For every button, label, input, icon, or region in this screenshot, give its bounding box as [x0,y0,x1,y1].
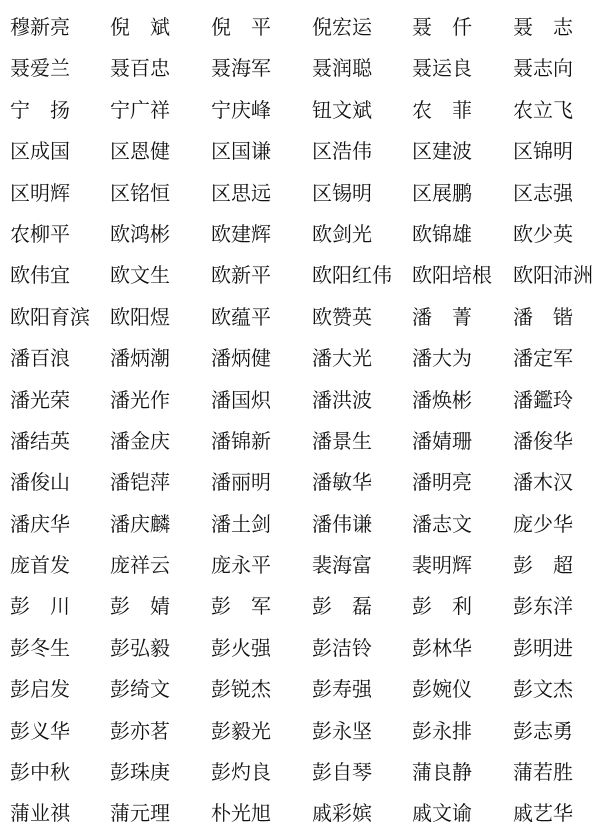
name-cell: 穆新亮 [10,15,70,39]
name-cell: 彭毅光 [211,718,271,743]
name-cell: 潘锦新 [211,428,271,453]
name-cell: 欧建辉 [211,221,271,246]
name-cell: 倪 斌 [110,15,170,39]
name-cell: 区恩健 [110,139,170,164]
name-cell: 蒲若胜 [513,760,573,785]
name-cell: 庞少华 [513,511,573,536]
name-cell: 彭火强 [211,635,271,660]
name-cell: 潘 菁 [412,304,472,329]
name-cell: 潘庆华 [10,511,70,536]
name-cell: 欧文生 [110,263,170,288]
name-cell: 朴光旭 [211,801,271,826]
name-cell: 区铭恒 [110,180,170,205]
name-cell: 彭启发 [10,677,70,702]
name-cell: 彭珠庚 [110,760,170,785]
name-cell: 宁庆峰 [211,97,271,122]
name-cell: 彭 利 [412,594,472,619]
name-cell: 潘木汉 [513,470,573,495]
name-cell: 潘定军 [513,346,573,371]
name-cell: 倪宏运 [312,15,372,39]
name-cell: 区国谦 [211,139,271,164]
name-cell: 彭东洋 [513,594,573,619]
name-cell: 彭冬生 [10,635,70,660]
name-cell: 欧新平 [211,263,271,288]
name-cell: 蒲元理 [110,801,170,826]
name-cell: 彭 军 [211,594,271,619]
name-cell: 聂润聪 [312,56,372,81]
name-cell: 潘炳潮 [110,346,170,371]
name-cell: 蒲业祺 [10,801,70,826]
name-cell: 聂 志 [513,15,573,39]
name-cell: 倪 平 [211,15,271,39]
name-cell: 区浩伟 [312,139,372,164]
name-cell: 潘丽明 [211,470,271,495]
name-cell: 彭永坚 [312,718,372,743]
name-cell: 欧阳育滨 [10,304,90,329]
name-cell: 聂百忠 [110,56,170,81]
name-cell: 欧阳红伟 [312,263,392,288]
name-cell: 潘光作 [110,387,170,412]
name-cell: 彭志勇 [513,718,573,743]
name-cell: 区成国 [10,139,70,164]
name-cell: 彭自琴 [312,760,372,785]
name-cell: 潘百浪 [10,346,70,371]
name-cell: 彭永排 [412,718,472,743]
name-cell: 庞首发 [10,553,70,578]
name-cell: 区展鹏 [412,180,472,205]
name-cell: 裴明辉 [412,553,472,578]
name-cell: 彭 超 [513,553,573,578]
name-cell: 彭寿强 [312,677,372,702]
name-cell: 潘大光 [312,346,372,371]
name-cell: 潘大为 [412,346,472,371]
name-cell: 彭亦茗 [110,718,170,743]
name-cell: 欧鸿彬 [110,221,170,246]
name-cell: 潘金庆 [110,428,170,453]
name-cell: 聂志向 [513,56,573,81]
name-cell: 欧阳培根 [412,263,492,288]
name-cell: 欧伟宜 [10,263,70,288]
name-cell: 彭 磊 [312,594,372,619]
name-cell: 潘国炽 [211,387,271,412]
name-cell: 区锡明 [312,180,372,205]
name-cell: 钮文斌 [312,97,372,122]
name-cell: 宁广祥 [110,97,170,122]
name-cell: 农立飞 [513,97,573,122]
name-cell: 潘俊华 [513,428,573,453]
name-grid [10,7,600,835]
name-cell: 农柳平 [10,221,70,246]
name-cell: 彭林华 [412,635,472,660]
name-cell: 潘洪波 [312,387,372,412]
name-cell: 彭中秋 [10,760,70,785]
name-cell: 农 菲 [412,97,472,122]
name-cell: 彭文杰 [513,677,573,702]
name-cell: 潘 锴 [513,304,573,329]
name-cell: 欧剑光 [312,221,372,246]
name-cell: 彭 婧 [110,594,170,619]
name-cell: 潘铠萍 [110,470,170,495]
name-cell: 聂爱兰 [10,56,70,81]
name-cell: 聂 仟 [412,15,472,39]
name-cell: 裴海富 [312,553,372,578]
name-cell: 潘敏华 [312,470,372,495]
name-cell: 潘焕彬 [412,387,472,412]
name-cell: 蒲良静 [412,760,472,785]
name-cell: 潘志文 [412,511,472,536]
name-cell: 彭明进 [513,635,573,660]
name-cell: 彭弘毅 [110,635,170,660]
name-cell: 潘伟谦 [312,511,372,536]
name-cell: 欧锦雄 [412,221,472,246]
name-cell: 区建波 [412,139,472,164]
name-cell: 彭锐杰 [211,677,271,702]
name-cell: 彭洁铃 [312,635,372,660]
name-cell: 戚艺华 [513,801,573,826]
name-cell: 戚彩嫔 [312,801,372,826]
name-cell: 彭灼良 [211,760,271,785]
name-cell: 庞永平 [211,553,271,578]
name-cell: 欧少英 [513,221,573,246]
name-cell: 潘土剑 [211,511,271,536]
name-cell: 庞祥云 [110,553,170,578]
name-cell: 区锦明 [513,139,573,164]
name-cell: 潘结英 [10,428,70,453]
name-cell: 潘炳健 [211,346,271,371]
name-cell: 欧蕴平 [211,304,271,329]
name-cell: 聂海军 [211,56,271,81]
name-cell: 潘景生 [312,428,372,453]
name-cell: 戚文谕 [412,801,472,826]
name-cell: 彭 川 [10,594,70,619]
name-cell: 区志强 [513,180,573,205]
name-cell: 欧赞英 [312,304,372,329]
name-cell: 彭婉仪 [412,677,472,702]
name-cell: 潘明亮 [412,470,472,495]
name-cell: 彭义华 [10,718,70,743]
name-cell: 潘庆麟 [110,511,170,536]
name-cell: 聂运良 [412,56,472,81]
name-cell: 潘鑑玲 [513,387,573,412]
name-cell: 彭绮文 [110,677,170,702]
name-cell: 宁 扬 [10,97,70,122]
name-cell: 潘婧珊 [412,428,472,453]
name-cell: 潘光荣 [10,387,70,412]
name-cell: 欧阳煜 [110,304,170,329]
name-cell: 潘俊山 [10,470,70,495]
name-cell: 区思远 [211,180,271,205]
name-cell: 欧阳沛洲 [513,263,593,288]
name-cell: 区明辉 [10,180,70,205]
